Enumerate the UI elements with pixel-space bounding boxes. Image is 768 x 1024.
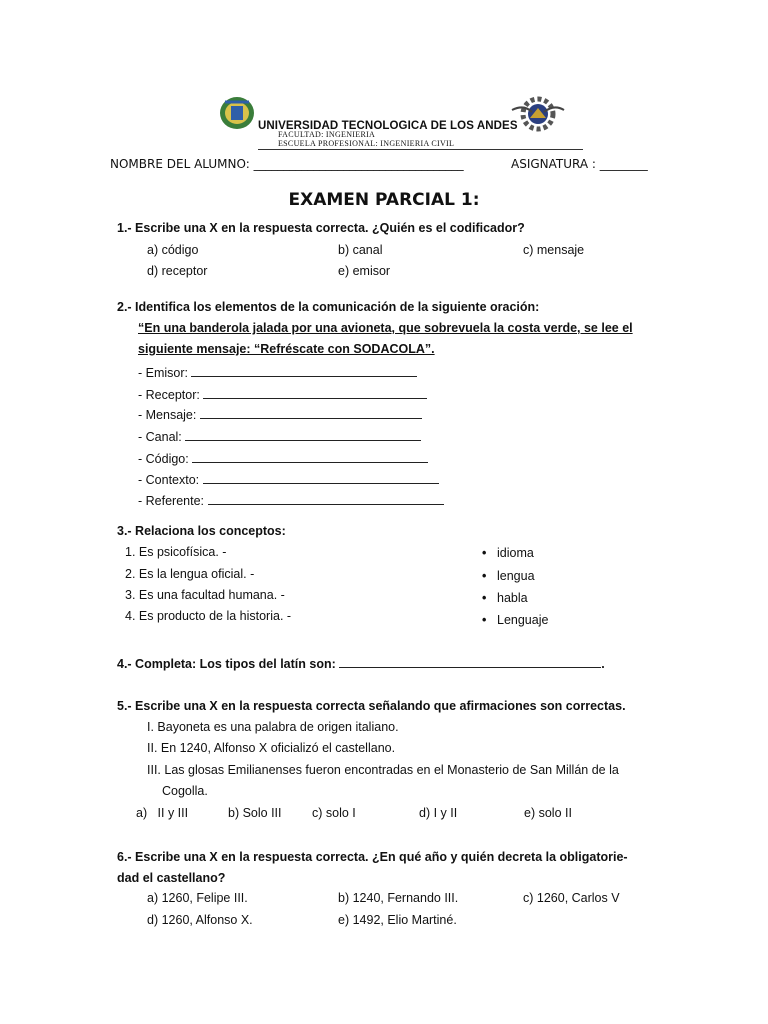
q1-option-c: c) mensaje [523,243,585,257]
q4-prompt-text: 4.- Completa: Los tipos del latín son: [117,657,336,671]
q2-field-contexto [138,472,439,487]
q2-field-codigo [138,451,428,466]
school-name: ESCUELA PROFESIONAL: INGENIERIA CIVIL [278,139,455,148]
student-name-field: NOMBRE DEL ALUMNO: ___________________________________ [110,157,464,171]
q2-field-label: - Canal: [138,430,182,444]
q5-statement-1: I. Bayoneta es una palabra de origen italiano. [147,720,399,734]
q2-field-label: - Receptor: [138,388,200,402]
question-4-prompt [117,656,605,671]
question-1-prompt: 1.- Escribe una X en la respuesta correcta. ¿Quién es el codificador? [117,221,525,235]
q1-option-a: a) código [147,243,199,257]
q5-statement-2: II. En 1240, Alfonso X oficializó el castellano. [147,741,396,755]
q3-concept-idioma: • idioma [497,546,534,560]
q2-field-label: - Contexto: [138,473,200,487]
answer-line [339,656,601,668]
question-3-prompt: 3.- Relaciona los conceptos: [117,524,286,538]
answer-line [200,407,422,419]
header-rule [258,149,583,150]
answer-line [203,387,427,399]
q2-field-referente [138,493,444,508]
answer-line [185,429,421,441]
q6-option-a: a) 1260, Felipe III. [147,891,248,905]
q5-option-b: b) Solo III [228,806,282,820]
q4-end-period: . [601,657,605,671]
q3-item-2: 2. Es la lengua oficial. - [125,567,255,581]
subject-field: ASIGNATURA : ________ [511,157,648,171]
q6-option-c: c) 1260, Carlos V [523,891,620,905]
q3-concept-lengua: • lengua [497,569,535,583]
q2-field-label: - Mensaje: [138,408,197,422]
exam-title: EXAMEN PARCIAL 1: [288,190,480,210]
answer-line [191,365,417,377]
q2-field-label: - Emisor: [138,366,188,380]
answer-line [208,493,444,505]
q3-concept-habla: • habla [497,591,528,605]
q1-option-b: b) canal [338,243,383,257]
q5-option-d: d) I y II [419,806,458,820]
q5-option-e: e) solo II [524,806,572,820]
q2-field-label: - Código: [138,452,189,466]
engineering-gear-logo [510,96,566,132]
question-2-prompt: 2.- Identifica los elementos de la comunicación de la siguiente oración: [117,300,540,314]
q6-option-b: b) 1240, Fernando III. [338,891,459,905]
q3-item-1: 1. Es psicofísica. - [125,545,227,559]
q2-field-label: - Referente: [138,494,205,508]
question-6-prompt-line-1: 6.- Escribe una X en la respuesta correcta. ¿En qué año y quién decreta la obligatorie- [117,850,628,864]
faculty-name: FACULTAD: INGENIERIA [278,130,376,139]
answer-line [192,451,428,463]
q6-option-d: d) 1260, Alfonso X. [147,913,253,927]
q3-item-4: 4. Es producto de la historia. - [125,609,292,623]
q5-statement-3-cont: Cogolla. [162,784,208,798]
answer-line [203,472,439,484]
q5-statement-3: III. Las glosas Emilianenses fueron encontradas en el Monasterio de San Millán de la [147,763,619,777]
q2-field-emisor [138,365,417,380]
q5-option-a: a) II y III [136,806,189,820]
q3-item-3: 3. Es una facultad humana. - [125,588,285,602]
university-name: UNIVERSIDAD TECNOLOGICA DE LOS ANDES [258,120,518,132]
q1-option-e: e) emisor [338,264,391,278]
question-5-prompt: 5.- Escribe una X en la respuesta correcta señalando que afirmaciones son correctas. [117,699,626,713]
question-6-prompt-line-2: dad el castellano? [117,871,226,885]
q2-sentence-line-2: siguiente mensaje: “Refréscate con SODACOLA”. [138,342,435,356]
q3-concept-lenguaje: • Lenguaje [497,613,548,627]
q1-option-d: d) receptor [147,264,208,278]
q2-field-canal [138,429,421,444]
q2-sentence-line-1: “En una banderola jalada por una avioneta, que sobrevuela la costa verde, se lee el [138,321,633,335]
q2-field-receptor [138,387,427,402]
q5-option-c: c) solo I [312,806,356,820]
q2-field-mensaje [138,407,422,422]
university-seal-logo [219,96,255,130]
q6-option-e: e) 1492, Elio Martiné. [338,913,457,927]
